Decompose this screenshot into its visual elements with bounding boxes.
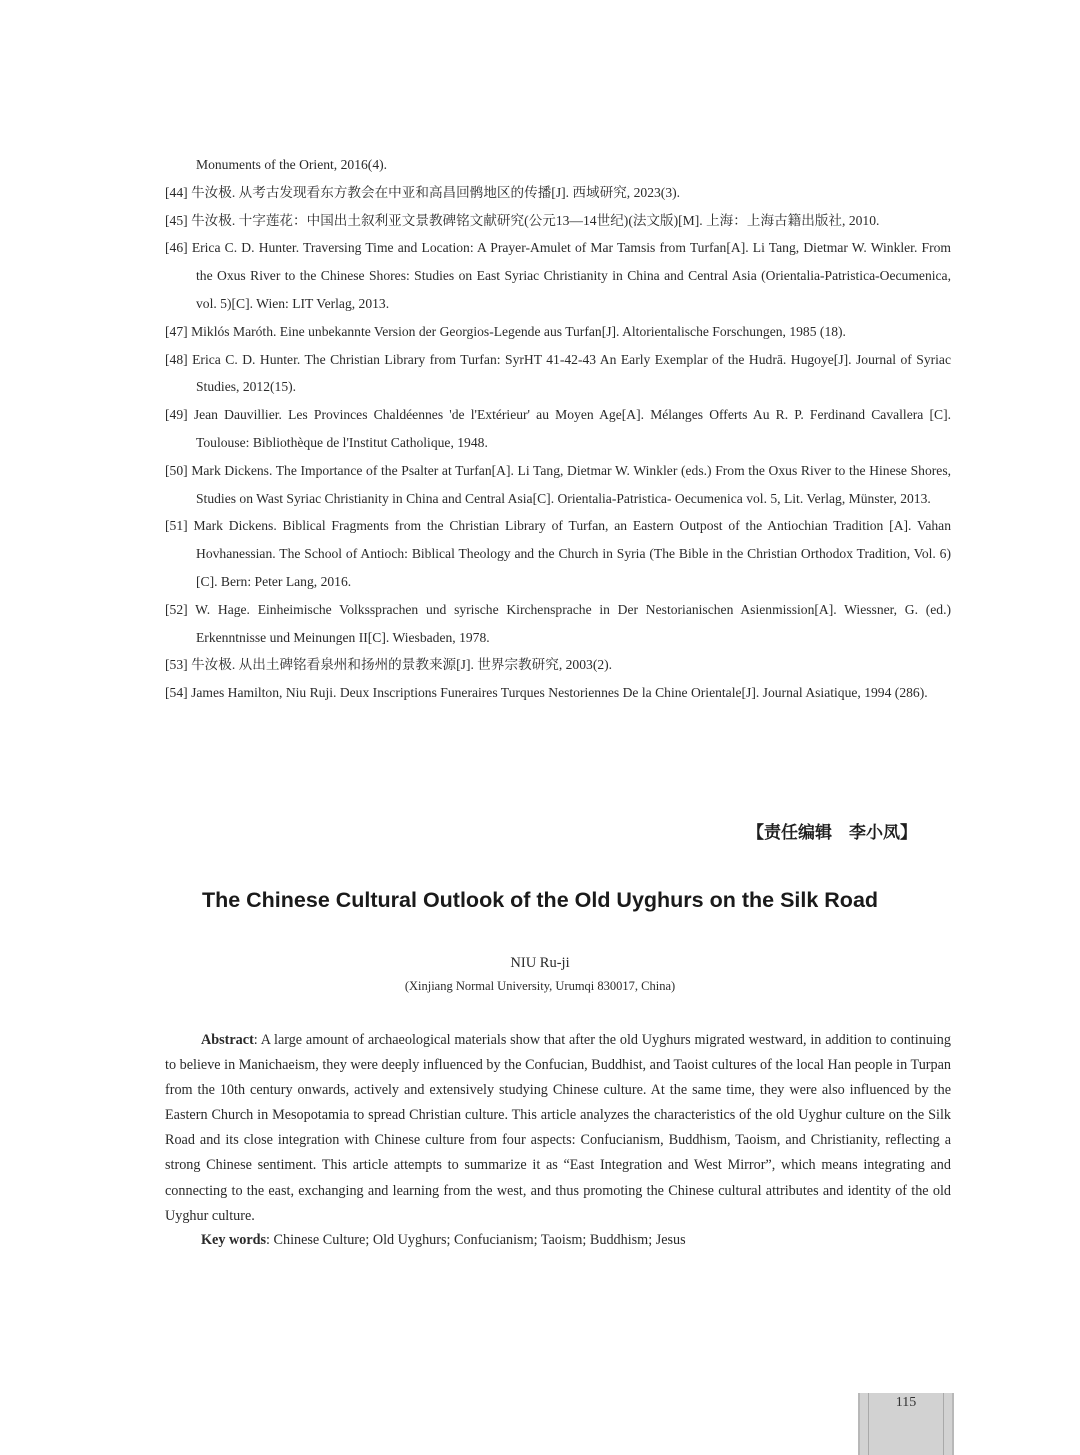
abstract-label: Abstract xyxy=(201,1032,254,1048)
responsible-editor: 【责任编辑 李小凤】 xyxy=(747,823,917,843)
author-name: NIU Ru-ji xyxy=(510,955,570,971)
reference-item-44: [44] 牛汝极. 从考古发现看东方教会在中亚和高昌回鹘地区的传播[J]. 西域研究, 2023(3). xyxy=(165,184,681,200)
keywords-text: : Chinese Culture; Old Uyghurs; Confucianism; Taoism; Buddhism; Jesus xyxy=(266,1232,686,1248)
page-number-tab xyxy=(858,1393,954,1455)
reference-item-47: [47] Miklós Maróth. Eine unbekannte Version der Georgios-Legende aus Turfan[J]. Altorientalische Forschungen, 1985 (18). xyxy=(165,323,846,339)
abstract-text: : A large amount of archaeological materials show that after the old Uyghurs migrated westward, in addition to continuing to believe in Manichaeism, they were deeply influenced by the Confucian, Buddhist, and Taoist cultures of the local Han people in Turpan from the 10th century onwards, actively and extensively studying Chinese culture. At the same time, they were also influenced by the Eastern Church in Mesopotamia to spread Christian culture. This article analyzes the characteristics of the old Uyghur culture on the Silk Road and its close integration with Chinese culture from four aspects: Confucianism, Buddhism, Taoism, and Christianity, reflecting a strong Chinese sentiment. This article attempts to summarize it as “East Integration and West Mirror”, which means integrating and connecting to the east, exchanging and learning from the west, and thus promoting the Chinese cultural attributes and identity of the old Uyghur culture. xyxy=(165,1032,951,1224)
abstract xyxy=(165,1028,951,1229)
reference-item-45: [45] 牛汝极. 十字莲花：中国出土叙利亚文景教碑铭文献研究(公元13—14世纪)(法文版)[M]. 上海：上海古籍出版社, 2010. xyxy=(165,212,880,228)
article-title: The Chinese Cultural Outlook of the Old Uyghurs on the Silk Road xyxy=(201,888,879,912)
keywords xyxy=(201,1228,951,1253)
reference-item-52: [52] W. Hage. Einheimische Volkssprachen und syrische Kirchensprache in Der Nestorianischen Asienmission[A]. Wiessner, G. (ed.) Erkenntnisse und Meinungen II[C]. Wiesbaden, 1978. xyxy=(165,601,951,645)
reference-item-54: [54] James Hamilton, Niu Ruji. Deux Inscriptions Funeraires Turques Nestoriennes De la Chine Orientale[J]. Journal Asiatique, 1994 (286). xyxy=(165,685,928,701)
page-number: 115 xyxy=(895,1395,917,1410)
reference-item-53: [53] 牛汝极. 从出土碑铭看泉州和扬州的景教来源[J]. 世界宗教研究, 2003(2). xyxy=(165,657,613,673)
reference-item-49: [49] Jean Dauvillier. Les Provinces Chaldéennes 'de l'Extérieur' au Moyen Age[A]. Mélanges Offerts Au R. P. Ferdinand Cavallera [C]. Toulouse: Bibliothèque de l'Institut Catholique, 1948. xyxy=(165,407,951,450)
reference-item-48: [48] Erica C. D. Hunter. The Christian Library from Turfan: SyrHT 41-42-43 An Early Exemplar of the Hudrā. Hugoye[J]. Journal of Syriac Studies, 2012(15). xyxy=(165,351,951,395)
keywords-label: Key words xyxy=(201,1232,267,1248)
reference-list xyxy=(165,151,951,707)
reference-item-46: [46] Erica C. D. Hunter. Traversing Time and Location: A Prayer-Amulet of Mar Tamsis from Turfan[A]. Li Tang, Dietmar W. Winkler. From the Oxus River to the Chinese Shores: Studies on East Syriac Christianity in China and Central Asia (Orientalia-Patristica-Oecumenica, vol. 5)[C]. Wien: LIT Verlag, 2013. xyxy=(165,240,951,311)
reference-item-50: [50] Mark Dickens. The Importance of the Psalter at Turfan[A]. Li Tang, Dietmar W. Winkler (eds.) From the Oxus River to the Hinese Shores, Studies on Wast Syriac Christianity in China and Central Asia[C]. Orientalia-Patristica- Oecumenica vol. 5, Lit. Verlag, Münster, 2013. xyxy=(165,462,952,506)
reference-item-43-continued: Monuments of the Orient, 2016(4). xyxy=(196,157,388,172)
author-affiliation: (Xinjiang Normal University, Urumqi 830017, China) xyxy=(404,979,676,993)
reference-item-51: [51] Mark Dickens. Biblical Fragments from the Christian Library of Turfan, an Eastern Outpost of the Antiochian Tradition [A]. Vahan Hovhanessian. The School of Antioch: Biblical Theology and the Church in Syria (The Bible in the Christian Orthodox Tradition, Vol. 6)[C]. Bern: Peter Lang, 2016. xyxy=(165,518,951,589)
